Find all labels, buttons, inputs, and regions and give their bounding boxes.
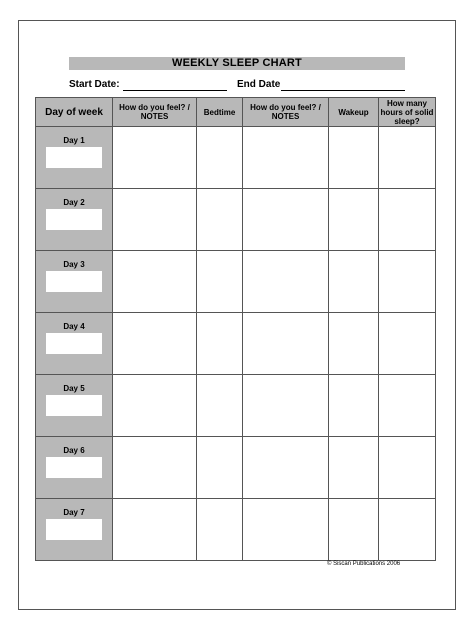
feel-bedtime-cell[interactable] [113, 437, 197, 499]
hours-cell[interactable] [379, 251, 436, 313]
day-cell [36, 189, 113, 251]
feel-bedtime-cell[interactable] [113, 499, 197, 561]
feel-bedtime-cell[interactable] [113, 251, 197, 313]
start-date-label: Start Date: [69, 79, 120, 90]
bedtime-cell[interactable] [197, 499, 243, 561]
feel-bedtime-cell[interactable] [113, 127, 197, 189]
chart-title: WEEKLY SLEEP CHART [69, 57, 405, 70]
sleep-chart-page [18, 20, 456, 610]
day-row [36, 127, 436, 189]
feel-bedtime-cell[interactable] [113, 313, 197, 375]
day-cell [36, 251, 113, 313]
feel-wakeup-cell[interactable] [243, 127, 329, 189]
day-cell [36, 375, 113, 437]
day-date-box[interactable] [46, 395, 102, 416]
column-header-day: Day of week [36, 98, 113, 127]
day-cell [36, 499, 113, 561]
column-header-bedtime: Bedtime [197, 98, 243, 127]
day-date-box[interactable] [46, 271, 102, 292]
feel-wakeup-cell[interactable] [243, 189, 329, 251]
feel-wakeup-cell[interactable] [243, 375, 329, 437]
hours-cell[interactable] [379, 375, 436, 437]
end-date-label: End Date [237, 79, 281, 90]
feel-bedtime-cell[interactable] [113, 375, 197, 437]
wakeup-cell[interactable] [329, 375, 379, 437]
day-row [36, 437, 436, 499]
start-date-line[interactable] [123, 90, 227, 91]
day-cell [36, 437, 113, 499]
hours-cell[interactable] [379, 313, 436, 375]
day-label: Day 4 [63, 322, 85, 331]
day-date-box[interactable] [46, 457, 102, 478]
day-row [36, 189, 436, 251]
day-cell [36, 127, 113, 189]
day-label: Day 6 [63, 446, 85, 455]
day-date-box[interactable] [46, 147, 102, 168]
day-label: Day 3 [63, 260, 85, 269]
bedtime-cell[interactable] [197, 437, 243, 499]
wakeup-cell[interactable] [329, 189, 379, 251]
end-date-line[interactable] [281, 90, 405, 91]
hours-cell[interactable] [379, 499, 436, 561]
column-header-feel-wakeup: How do you feel? / NOTES [243, 98, 329, 127]
bedtime-cell[interactable] [197, 313, 243, 375]
bedtime-cell[interactable] [197, 189, 243, 251]
bedtime-cell[interactable] [197, 375, 243, 437]
day-label: Day 7 [63, 508, 85, 517]
wakeup-cell[interactable] [329, 313, 379, 375]
wakeup-cell[interactable] [329, 251, 379, 313]
day-label: Day 1 [63, 136, 85, 145]
copyright-note: © Siscan Publications 2006 [327, 561, 401, 567]
feel-wakeup-cell[interactable] [243, 437, 329, 499]
feel-wakeup-cell[interactable] [243, 499, 329, 561]
column-header-wakeup: Wakeup [329, 98, 379, 127]
hours-cell[interactable] [379, 189, 436, 251]
bedtime-cell[interactable] [197, 251, 243, 313]
sleep-table [35, 97, 436, 561]
date-row [69, 79, 419, 93]
hours-cell[interactable] [379, 127, 436, 189]
day-row [36, 313, 436, 375]
hours-cell[interactable] [379, 437, 436, 499]
day-date-box[interactable] [46, 519, 102, 540]
day-row [36, 375, 436, 437]
bedtime-cell[interactable] [197, 127, 243, 189]
feel-bedtime-cell[interactable] [113, 189, 197, 251]
day-label: Day 2 [63, 198, 85, 207]
day-cell [36, 313, 113, 375]
column-header-feel-bedtime: How do you feel? / NOTES [113, 98, 197, 127]
day-date-box[interactable] [46, 209, 102, 230]
feel-wakeup-cell[interactable] [243, 251, 329, 313]
wakeup-cell[interactable] [329, 437, 379, 499]
wakeup-cell[interactable] [329, 499, 379, 561]
day-row [36, 499, 436, 561]
feel-wakeup-cell[interactable] [243, 313, 329, 375]
day-row [36, 251, 436, 313]
column-header-hours: How many hours of solid sleep? [379, 98, 436, 127]
header-row [36, 98, 436, 127]
day-date-box[interactable] [46, 333, 102, 354]
wakeup-cell[interactable] [329, 127, 379, 189]
day-label: Day 5 [63, 384, 85, 393]
